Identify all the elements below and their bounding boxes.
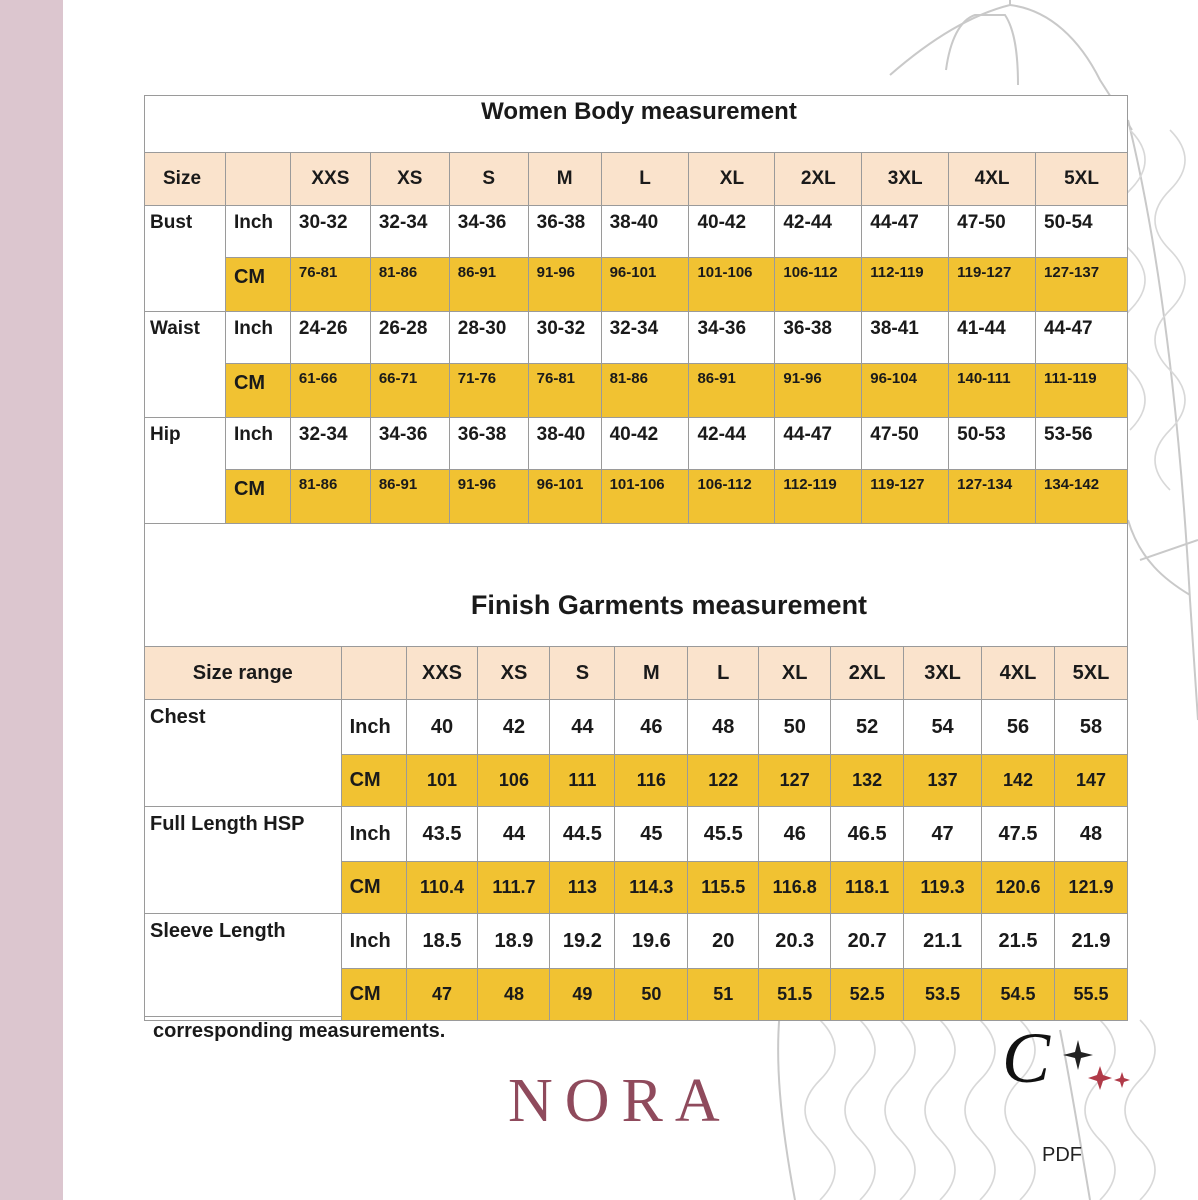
- cell-chest-inch: 42: [478, 700, 550, 755]
- unit-label-inch: Inch: [341, 807, 406, 862]
- size-header-s: S: [550, 647, 615, 700]
- size-header-l: L: [688, 647, 759, 700]
- garment-size-header-row: [145, 647, 1128, 700]
- size-range-label: Size range: [145, 647, 342, 700]
- cell-bust-inch: 42-44: [775, 206, 862, 258]
- cell-waist-inch: 36-38: [775, 312, 862, 364]
- side-strip: [0, 0, 63, 1200]
- unit-label-cm: CM: [341, 969, 406, 1021]
- cell-bust-cm: 86-91: [449, 258, 528, 312]
- cell-waist-inch: 26-28: [370, 312, 449, 364]
- cell-waist-cm: 61-66: [290, 364, 370, 418]
- cell-sleeve-length-inch: 21.5: [982, 914, 1055, 969]
- cell-hip-inch: 40-42: [601, 418, 689, 470]
- logo-letter: C: [1002, 1020, 1051, 1098]
- cell-chest-inch: 46: [615, 700, 688, 755]
- cell-sleeve-length-inch: 18.9: [478, 914, 550, 969]
- body-row-waist-inch: [145, 312, 1128, 364]
- unit-label-inch: Inch: [225, 312, 290, 364]
- cell-bust-inch: 44-47: [862, 206, 949, 258]
- cell-chest-cm: 142: [982, 755, 1055, 807]
- size-column-label: Size: [145, 153, 226, 206]
- cell-full-length-hsp-cm: 114.3: [615, 862, 688, 914]
- body-measurement-table: [144, 152, 1128, 524]
- cell-bust-inch: 36-38: [528, 206, 601, 258]
- cell-chest-inch: 40: [406, 700, 478, 755]
- cell-sleeve-length-inch: 19.2: [550, 914, 615, 969]
- size-header-4xl: 4XL: [949, 153, 1036, 206]
- cell-waist-cm: 91-96: [775, 364, 862, 418]
- brand-logo-text: NORA: [508, 1067, 732, 1135]
- cell-bust-inch: 32-34: [370, 206, 449, 258]
- cell-bust-inch: 40-42: [689, 206, 775, 258]
- unit-label-cm: CM: [225, 364, 290, 418]
- cell-full-length-hsp-inch: 46.5: [831, 807, 904, 862]
- cell-waist-inch: 28-30: [449, 312, 528, 364]
- cell-chest-inch: 56: [982, 700, 1055, 755]
- cell-hip-inch: 42-44: [689, 418, 775, 470]
- cell-full-length-hsp-inch: 47: [904, 807, 982, 862]
- cell-waist-inch: 38-41: [862, 312, 949, 364]
- cell-bust-inch: 47-50: [949, 206, 1036, 258]
- body-row-bust-inch: [145, 206, 1128, 258]
- cell-sleeve-length-inch: 21.1: [904, 914, 982, 969]
- cell-chest-cm: 137: [904, 755, 982, 807]
- cell-bust-inch: 34-36: [449, 206, 528, 258]
- cell-full-length-hsp-inch: 45.5: [688, 807, 759, 862]
- unit-label-inch: Inch: [225, 418, 290, 470]
- cell-waist-cm: 140-111: [949, 364, 1036, 418]
- size-header-xl: XL: [689, 153, 775, 206]
- body-row-waist-cm: [145, 364, 1128, 418]
- cell-hip-cm: 127-134: [949, 470, 1036, 524]
- cell-sleeve-length-cm: 51.5: [759, 969, 831, 1021]
- size-header-3xl: 3XL: [904, 647, 982, 700]
- body-row-hip-cm: [145, 470, 1128, 524]
- cell-hip-cm: 106-112: [689, 470, 775, 524]
- garment-row-chest-inch: [145, 700, 1128, 755]
- cell-full-length-hsp-cm: 120.6: [982, 862, 1055, 914]
- cell-bust-cm: 106-112: [775, 258, 862, 312]
- cell-chest-cm: 127: [759, 755, 831, 807]
- cell-hip-inch: 38-40: [528, 418, 601, 470]
- cell-full-length-hsp-inch: 45: [615, 807, 688, 862]
- garment-table-title: Finish Garments measurement: [470, 590, 868, 620]
- size-header-xxs: XXS: [290, 153, 370, 206]
- cell-waist-cm: 86-91: [689, 364, 775, 418]
- cell-full-length-hsp-cm: 118.1: [831, 862, 904, 914]
- cell-hip-cm: 134-142: [1036, 470, 1128, 524]
- cell-full-length-hsp-inch: 43.5: [406, 807, 478, 862]
- footer-note: corresponding measurements.: [153, 1020, 446, 1042]
- cell-hip-cm: 112-119: [775, 470, 862, 524]
- size-header-xxs: XXS: [406, 647, 478, 700]
- cell-chest-inch: 54: [904, 700, 982, 755]
- size-header-2xl: 2XL: [775, 153, 862, 206]
- body-row-hip-inch: [145, 418, 1128, 470]
- cell-hip-inch: 53-56: [1036, 418, 1128, 470]
- unit-label-cm: CM: [341, 862, 406, 914]
- cell-full-length-hsp-inch: 48: [1054, 807, 1127, 862]
- size-header-xs: XS: [370, 153, 449, 206]
- cell-bust-inch: 38-40: [601, 206, 689, 258]
- cell-full-length-hsp-cm: 116.8: [759, 862, 831, 914]
- cell-full-length-hsp-cm: 110.4: [406, 862, 478, 914]
- cell-hip-cm: 119-127: [862, 470, 949, 524]
- cell-full-length-hsp-inch: 44: [478, 807, 550, 862]
- cell-bust-cm: 127-137: [1036, 258, 1128, 312]
- size-header-xl: XL: [759, 647, 831, 700]
- size-header-3xl: 3XL: [862, 153, 949, 206]
- unit-label-inch: Inch: [341, 914, 406, 969]
- cell-bust-cm: 91-96: [528, 258, 601, 312]
- cell-chest-inch: 50: [759, 700, 831, 755]
- cell-sleeve-length-inch: 19.6: [615, 914, 688, 969]
- cell-sleeve-length-inch: 21.9: [1054, 914, 1127, 969]
- cell-sleeve-length-cm: 55.5: [1054, 969, 1127, 1021]
- garment-measurement-table: [144, 646, 1128, 1021]
- cell-hip-inch: 36-38: [449, 418, 528, 470]
- cell-bust-inch: 50-54: [1036, 206, 1128, 258]
- cell-chest-cm: 116: [615, 755, 688, 807]
- body-table-title: Women Body measurement: [481, 98, 797, 125]
- logo-caption: PDF: [1042, 1144, 1082, 1166]
- cell-waist-inch: 44-47: [1036, 312, 1128, 364]
- cell-chest-cm: 132: [831, 755, 904, 807]
- row-label-chest: Chest: [145, 700, 342, 807]
- cell-sleeve-length-cm: 54.5: [982, 969, 1055, 1021]
- size-header-l: L: [601, 153, 689, 206]
- unit-column-header: [225, 153, 290, 206]
- cell-waist-cm: 81-86: [601, 364, 689, 418]
- cell-full-length-hsp-inch: 46: [759, 807, 831, 862]
- cell-bust-cm: 119-127: [949, 258, 1036, 312]
- cell-bust-cm: 81-86: [370, 258, 449, 312]
- cell-waist-inch: 32-34: [601, 312, 689, 364]
- cell-hip-cm: 86-91: [370, 470, 449, 524]
- cell-chest-inch: 58: [1054, 700, 1127, 755]
- cell-chest-inch: 48: [688, 700, 759, 755]
- cell-waist-inch: 34-36: [689, 312, 775, 364]
- cell-full-length-hsp-inch: 47.5: [982, 807, 1055, 862]
- cell-sleeve-length-cm: 50: [615, 969, 688, 1021]
- size-header-m: M: [528, 153, 601, 206]
- size-header-xs: XS: [478, 647, 550, 700]
- cell-sleeve-length-inch: 20.7: [831, 914, 904, 969]
- size-header-s: S: [449, 153, 528, 206]
- size-header-5xl: 5XL: [1036, 153, 1128, 206]
- cell-chest-cm: 147: [1054, 755, 1127, 807]
- cell-hip-inch: 50-53: [949, 418, 1036, 470]
- garment-row-sleeve-length-inch: [145, 914, 1128, 969]
- cell-sleeve-length-inch: 20: [688, 914, 759, 969]
- unit-label-inch: Inch: [225, 206, 290, 258]
- cell-chest-cm: 111: [550, 755, 615, 807]
- cell-sleeve-length-cm: 53.5: [904, 969, 982, 1021]
- size-header-2xl: 2XL: [831, 647, 904, 700]
- cell-sleeve-length-inch: 20.3: [759, 914, 831, 969]
- body-row-bust-cm: [145, 258, 1128, 312]
- cell-chest-cm: 122: [688, 755, 759, 807]
- unit-label-cm: CM: [225, 258, 290, 312]
- cell-sleeve-length-inch: 18.5: [406, 914, 478, 969]
- row-label-hip: Hip: [145, 418, 226, 524]
- cell-sleeve-length-cm: 48: [478, 969, 550, 1021]
- cell-hip-inch: 47-50: [862, 418, 949, 470]
- cell-full-length-hsp-inch: 44.5: [550, 807, 615, 862]
- cell-full-length-hsp-cm: 121.9: [1054, 862, 1127, 914]
- cell-sleeve-length-cm: 49: [550, 969, 615, 1021]
- sparkle-c-logo: [1000, 1020, 1140, 1100]
- unit-label-cm: CM: [225, 470, 290, 524]
- cell-sleeve-length-cm: 51: [688, 969, 759, 1021]
- row-label-bust: Bust: [145, 206, 226, 312]
- cell-full-length-hsp-cm: 113: [550, 862, 615, 914]
- cell-hip-cm: 96-101: [528, 470, 601, 524]
- cell-waist-inch: 41-44: [949, 312, 1036, 364]
- cell-bust-inch: 30-32: [290, 206, 370, 258]
- cell-hip-cm: 91-96: [449, 470, 528, 524]
- cell-bust-cm: 76-81: [290, 258, 370, 312]
- cell-chest-cm: 106: [478, 755, 550, 807]
- garment-row-full-length-hsp-inch: [145, 807, 1128, 862]
- cell-bust-cm: 96-101: [601, 258, 689, 312]
- cell-hip-inch: 44-47: [775, 418, 862, 470]
- row-label-sleeve-length: Sleeve Length: [145, 914, 342, 1021]
- cell-bust-cm: 112-119: [862, 258, 949, 312]
- cell-hip-cm: 101-106: [601, 470, 689, 524]
- cell-sleeve-length-cm: 47: [406, 969, 478, 1021]
- cell-waist-cm: 76-81: [528, 364, 601, 418]
- cell-hip-inch: 34-36: [370, 418, 449, 470]
- body-size-header-row: [145, 153, 1128, 206]
- cell-full-length-hsp-cm: 115.5: [688, 862, 759, 914]
- cell-bust-cm: 101-106: [689, 258, 775, 312]
- unit-column-header: [341, 647, 406, 700]
- cell-full-length-hsp-cm: 111.7: [478, 862, 550, 914]
- cell-waist-cm: 71-76: [449, 364, 528, 418]
- row-label-waist: Waist: [145, 312, 226, 418]
- unit-label-cm: CM: [341, 755, 406, 807]
- cell-sleeve-length-cm: 52.5: [831, 969, 904, 1021]
- cell-chest-inch: 44: [550, 700, 615, 755]
- cell-waist-cm: 111-119: [1036, 364, 1128, 418]
- size-header-5xl: 5XL: [1054, 647, 1127, 700]
- cell-chest-inch: 52: [831, 700, 904, 755]
- cell-waist-inch: 24-26: [290, 312, 370, 364]
- size-header-4xl: 4XL: [982, 647, 1055, 700]
- unit-label-inch: Inch: [341, 700, 406, 755]
- cell-chest-cm: 101: [406, 755, 478, 807]
- cell-waist-cm: 96-104: [862, 364, 949, 418]
- row-label-full-length-hsp: Full Length HSP: [145, 807, 342, 914]
- cell-waist-cm: 66-71: [370, 364, 449, 418]
- cell-full-length-hsp-cm: 119.3: [904, 862, 982, 914]
- cell-hip-inch: 32-34: [290, 418, 370, 470]
- size-header-m: M: [615, 647, 688, 700]
- cell-waist-inch: 30-32: [528, 312, 601, 364]
- cell-hip-cm: 81-86: [290, 470, 370, 524]
